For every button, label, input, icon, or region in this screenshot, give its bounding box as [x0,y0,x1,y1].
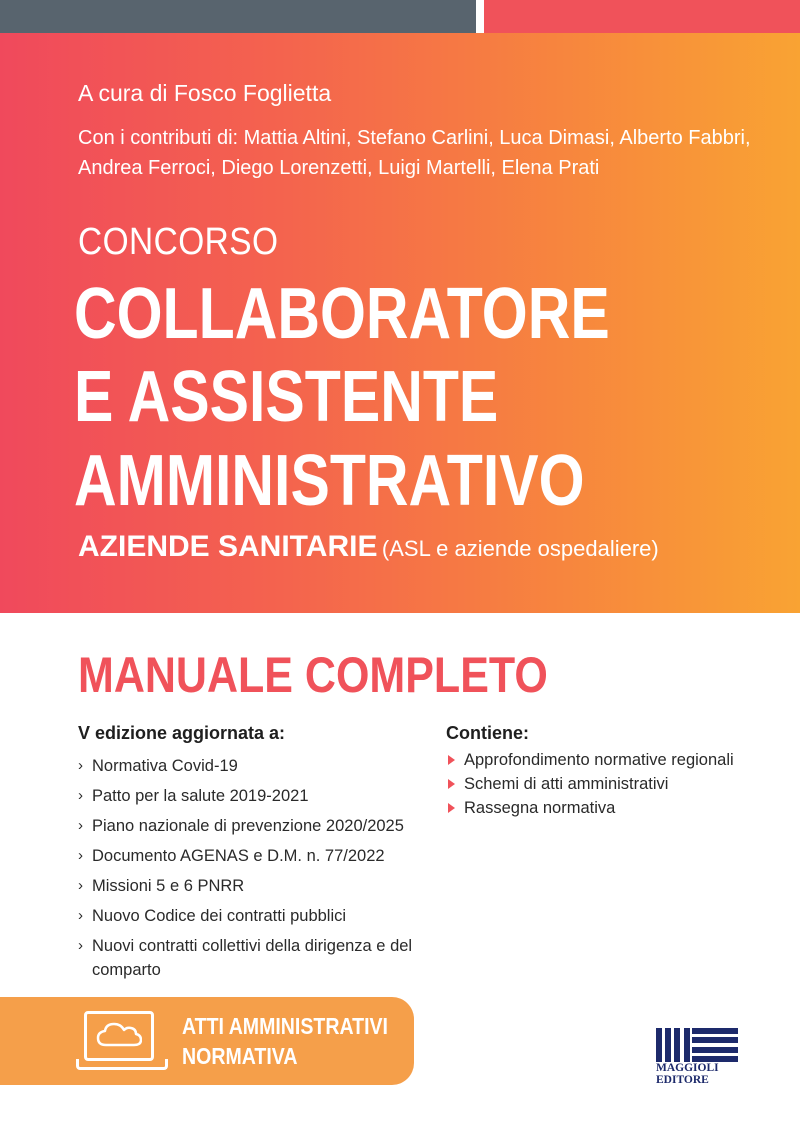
monitor-stand [76,1059,168,1070]
manual-heading: MANUALE COMPLETO [78,647,548,703]
publisher-name-line-2: EDITORE [656,1074,709,1086]
chevron-right-icon: › [78,937,83,954]
list-item: Approfondimento normative regionali [446,748,786,772]
list-item: › Documento AGENAS e D.M. n. 77/2022 [78,844,418,868]
edition-list [78,754,418,988]
top-bar-gray [0,0,476,33]
banner-line-1: ATTI AMMINISTRATIVI [182,1013,388,1039]
chevron-right-icon: › [78,877,83,894]
publisher-name [656,1062,738,1086]
banner-line-2: NORMATIVA [182,1043,298,1069]
triangle-right-icon [448,803,455,813]
subtitle-strong: AZIENDE SANITARIE [78,530,378,563]
main-title-line-1: COLLABORATORE [74,274,610,354]
triangle-right-icon [448,779,455,789]
list-item: › Nuovi contratti collettivi della dirigenza e del comparto [78,934,418,982]
cover-hero [0,33,800,613]
subtitle-light: (ASL e aziende ospedaliere) [381,536,659,561]
list-item: › Normativa Covid-19 [78,754,418,778]
publisher-logo [656,1028,738,1062]
online-resources-banner [0,997,414,1085]
contains-list [446,748,786,820]
chevron-right-icon: › [78,907,83,924]
list-item: › Piano nazionale di prevenzione 2020/2025 [78,814,418,838]
list-item: › Missioni 5 e 6 PNRR [78,874,418,898]
curator-line: A cura di Fosco Foglietta [78,80,332,106]
subtitle [78,530,659,564]
chevron-right-icon: › [78,787,83,804]
top-bar-red [484,0,800,33]
main-title-line-2: E ASSISTENTE [74,357,499,437]
kicker-title: CONCORSO [78,221,279,263]
chevron-right-icon: › [78,757,83,774]
list-item: Rassegna normativa [446,796,786,820]
publisher-name-line-1: MAGGIOLI [656,1062,719,1074]
list-item: › Patto per la salute 2019-2021 [78,784,418,808]
contains-heading: Contiene: [446,723,529,743]
chevron-right-icon: › [78,847,83,864]
chevron-right-icon: › [78,817,83,834]
list-item: Schemi di atti amministrativi [446,772,786,796]
list-item: › Nuovo Codice dei contratti pubblici [78,904,418,928]
triangle-right-icon [448,755,455,765]
edition-heading: V edizione aggiornata a: [78,723,286,743]
cloud-icon [96,1021,142,1047]
main-title-line-3: AMMINISTRATIVO [74,441,585,521]
contributors-line: Con i contributi di: Mattia Altini, Stefano Carlini, Luca Dimasi, Alberto Fabbri, Andrea Ferroci, Diego Lorenzetti, Luigi Martelli, Elena Prati [78,127,751,179]
